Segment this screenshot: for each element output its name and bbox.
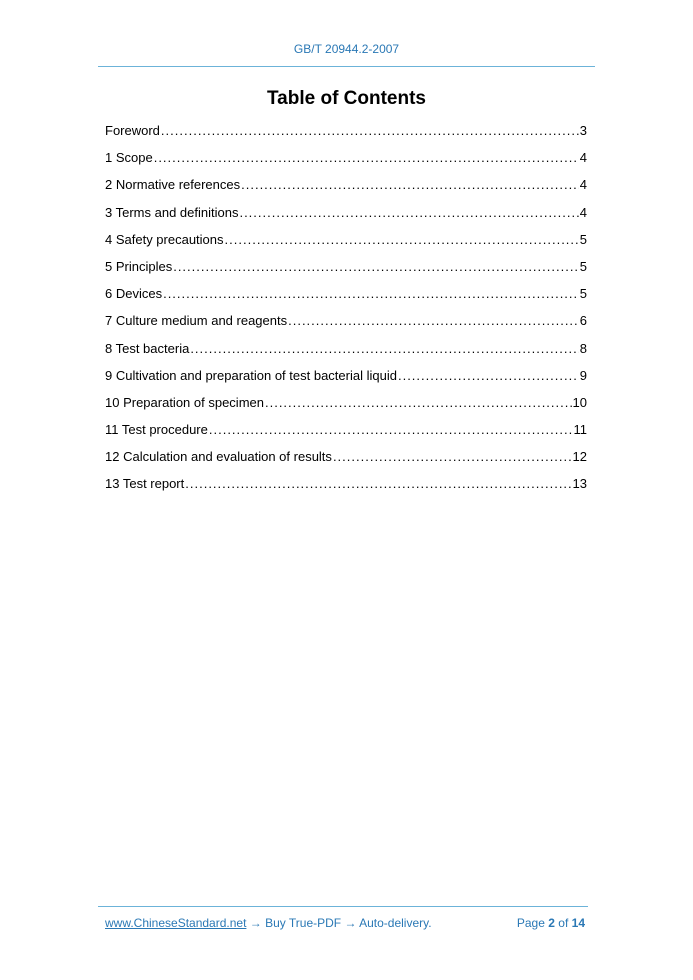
dot-leader: [225, 231, 579, 249]
toc-entry-label: 5 Principles: [105, 258, 173, 274]
dot-leader: [154, 149, 579, 167]
toc-entry-cultivation-and-preparation[interactable]: [105, 367, 587, 394]
toc-entry-page: 8: [579, 340, 587, 356]
promo-text: → Buy True-PDF → Auto-delivery.: [246, 916, 432, 930]
toc-entry-preparation-of-specimen[interactable]: [105, 394, 587, 421]
toc-entry-label: 11 Test procedure: [105, 422, 208, 438]
dot-leader: [239, 204, 578, 222]
page-footer: [105, 916, 585, 930]
toc-entry-page: 5: [579, 286, 587, 302]
toc-entry-page: 4: [579, 204, 587, 220]
dot-leader: [398, 367, 579, 385]
toc-entry-calculation-and-evaluation[interactable]: [105, 448, 587, 475]
toc-entry-page: 12: [572, 449, 587, 465]
toc-entry-culture-medium-and-reagents[interactable]: [105, 312, 587, 339]
toc-entry-label: Foreword: [105, 123, 160, 138]
toc-title: Table of Contents: [266, 88, 427, 109]
toc-entry-label: 6 Devices: [105, 286, 163, 302]
toc-entry-label: 8 Test bacteria: [105, 340, 190, 356]
document-id: GB/T 20944.2-2007: [293, 42, 400, 56]
toc-entry-page: 11: [573, 422, 587, 438]
dot-leader: [265, 394, 572, 412]
toc-entry-devices[interactable]: [105, 285, 587, 312]
header-divider: [98, 66, 595, 67]
website-link[interactable]: www.ChineseStandard.net: [105, 916, 247, 930]
toc-entry-page: 3: [579, 123, 587, 138]
toc-entry-page: 10: [572, 394, 587, 410]
page-indicator: [517, 916, 585, 930]
toc-list: [105, 122, 587, 503]
page-word: Page: [516, 916, 545, 930]
toc-entry-page: 4: [579, 177, 587, 193]
dot-leader: [190, 340, 578, 358]
dot-leader: [209, 421, 573, 439]
dot-leader: [173, 258, 579, 276]
toc-entry-page: 9: [579, 367, 587, 383]
dot-leader: [288, 312, 579, 330]
footer-divider: [98, 906, 588, 907]
toc-entry-label: 1 Scope: [105, 150, 153, 166]
toc-entry-label: 9 Cultivation and preparation of test bacterial liquid: [105, 367, 397, 383]
toc-entry-foreword[interactable]: [105, 122, 587, 149]
toc-entry-page: 5: [579, 231, 587, 247]
dot-leader: [161, 122, 579, 140]
toc-entry-page: 4: [579, 150, 587, 166]
toc-entry-label: 12 Calculation and evaluation of results: [105, 449, 332, 465]
toc-entry-label: 3 Terms and definitions: [105, 204, 239, 220]
dot-leader: [185, 475, 571, 493]
toc-entry-page: 5: [579, 258, 587, 274]
toc-entry-test-bacteria[interactable]: [105, 340, 587, 367]
toc-entry-test-report[interactable]: [105, 475, 587, 502]
toc-entry-scope[interactable]: [105, 149, 587, 176]
toc-entry-terms-and-definitions[interactable]: [105, 204, 587, 231]
dot-leader: [333, 448, 572, 466]
toc-entry-safety-precautions[interactable]: [105, 231, 587, 258]
dot-leader: [163, 285, 579, 303]
toc-entry-page: 13: [572, 476, 587, 492]
toc-entry-principles[interactable]: [105, 258, 587, 285]
of-word: of: [558, 916, 569, 930]
toc-entry-label: 7 Culture medium and reagents: [105, 313, 288, 329]
dot-leader: [241, 176, 579, 194]
toc-entry-label: 4 Safety precautions: [105, 231, 224, 247]
toc-entry-label: 2 Normative references: [105, 177, 241, 193]
toc-entry-test-procedure[interactable]: [105, 421, 587, 448]
toc-entry-page: 6: [579, 313, 587, 329]
current-page-number: 2: [548, 916, 555, 930]
toc-entry-label: 10 Preparation of specimen: [105, 394, 264, 410]
toc-entry-normative-references[interactable]: [105, 176, 587, 203]
toc-entry-label: 13 Test report: [105, 476, 185, 492]
total-pages-number: 14: [571, 916, 585, 930]
